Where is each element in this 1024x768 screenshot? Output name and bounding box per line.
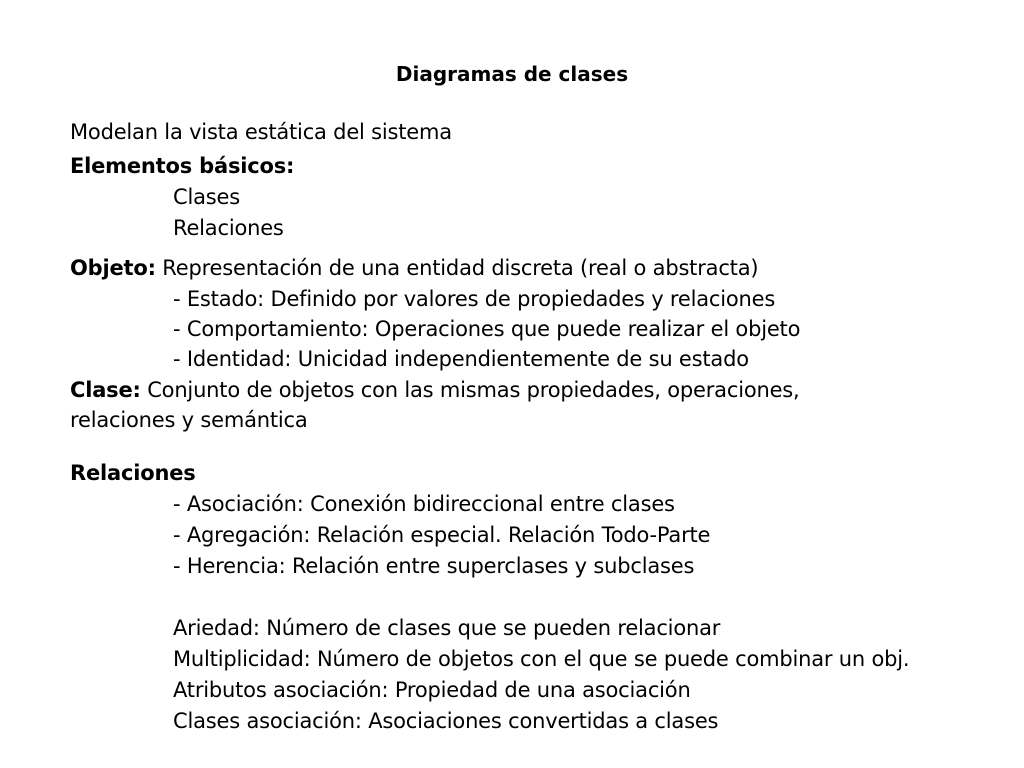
relaciones-heading: Relaciones <box>70 461 196 485</box>
elementos-heading: Elementos básicos: <box>70 154 295 178</box>
objeto-item-comportamiento: - Comportamiento: Operaciones que puede realizar el objeto <box>173 317 801 341</box>
relaciones-extra-atributos: Atributos asociación: Propiedad de una asociación <box>173 678 691 702</box>
relaciones-item-asociacion: - Asociación: Conexión bidireccional entre clases <box>173 492 675 516</box>
elementos-item-relaciones: Relaciones <box>173 216 284 240</box>
objeto-label: Objeto: <box>70 256 156 280</box>
objeto-item-estado: - Estado: Definido por valores de propiedades y relaciones <box>173 287 776 311</box>
clase-definition-line <box>70 375 800 405</box>
clase-label: Clase: <box>70 378 141 402</box>
elementos-item-clases: Clases <box>173 185 240 209</box>
objeto-definition: Representación de una entidad discreta (real o abstracta) <box>155 256 759 280</box>
relaciones-item-agregacion: - Agregación: Relación especial. Relación Todo-Parte <box>173 523 711 547</box>
relaciones-item-herencia: - Herencia: Relación entre superclases y subclases <box>173 554 695 578</box>
objeto-item-identidad: - Identidad: Unicidad independientemente de su estado <box>173 347 749 371</box>
slide-title: Diagramas de clases <box>395 62 629 86</box>
clase-definition-2: relaciones y semántica <box>70 408 308 432</box>
clase-definition-1: Conjunto de objetos con las mismas propiedades, operaciones, <box>140 378 800 402</box>
objeto-definition-line <box>70 253 758 283</box>
relaciones-extra-ariedad: Ariedad: Número de clases que se pueden relacionar <box>173 616 721 640</box>
relaciones-extra-clases-asociacion: Clases asociación: Asociaciones convertidas a clases <box>173 709 719 733</box>
relaciones-extra-multiplicidad: Multiplicidad: Número de objetos con el que se puede combinar un obj. <box>173 647 910 671</box>
intro-text: Modelan la vista estática del sistema <box>70 120 452 144</box>
